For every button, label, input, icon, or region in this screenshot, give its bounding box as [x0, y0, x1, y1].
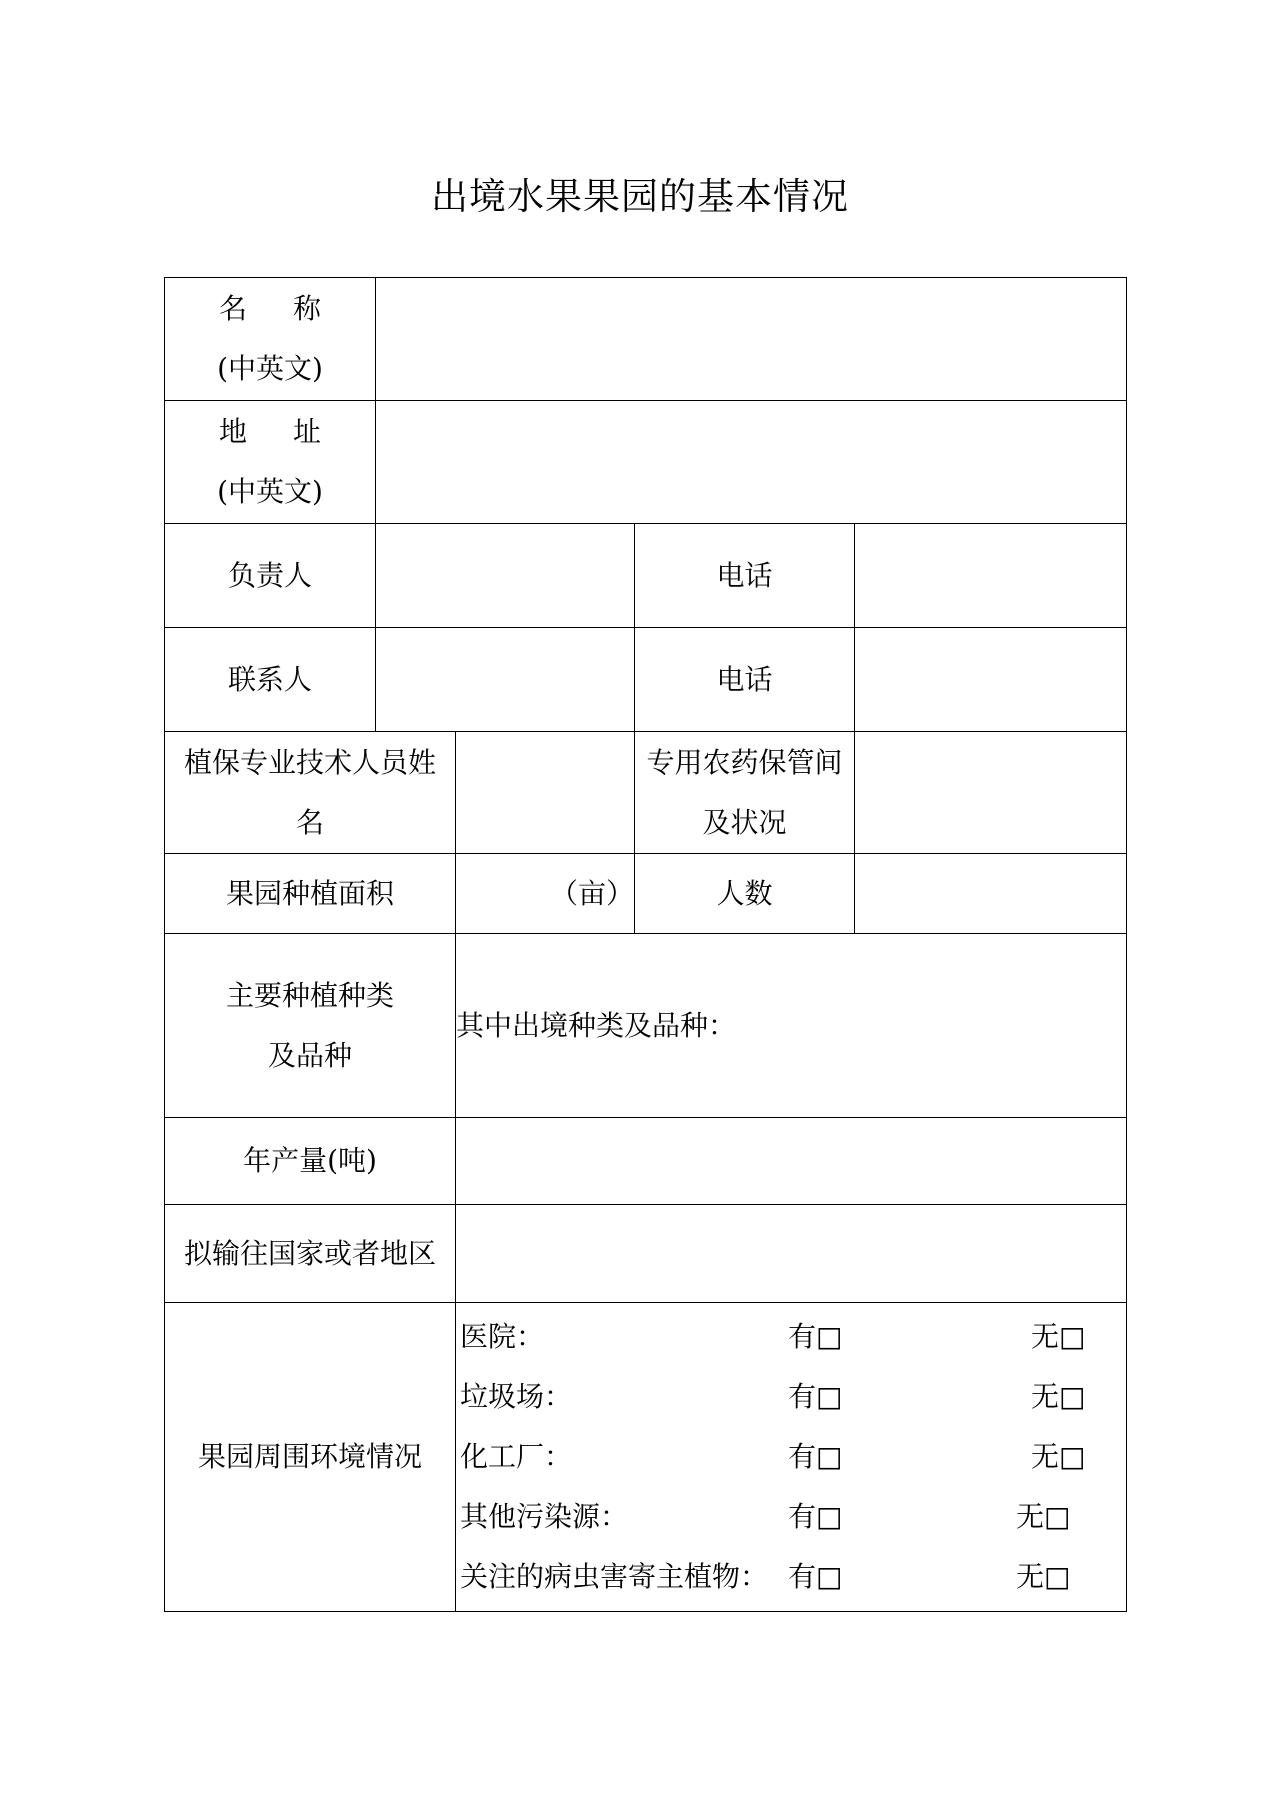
- row-responsible: [165, 524, 1127, 628]
- page-title: 出境水果果园的基本情况: [431, 175, 849, 218]
- output-field[interactable]: [456, 1118, 1127, 1205]
- environment-label: 果园周围环境情况: [165, 1303, 456, 1612]
- technician-label-line1: 植保专业技术人员姓: [183, 745, 436, 779]
- varieties-field[interactable]: [456, 934, 1127, 1118]
- env-no-checkbox[interactable]: 无□: [1031, 1320, 1086, 1353]
- env-yes-checkbox[interactable]: 有□: [788, 1500, 843, 1533]
- varieties-label-line1: 主要种植种类: [225, 978, 394, 1012]
- row-technician: [165, 732, 1127, 854]
- env-item-label: 其他污染源：: [460, 1500, 629, 1533]
- name-label-cell: [165, 278, 376, 401]
- people-label: 人数: [635, 854, 855, 934]
- varieties-label-cell: [165, 934, 456, 1118]
- storage-label-cell: [635, 732, 855, 854]
- env-item-hospital: [456, 1307, 1126, 1367]
- env-no-checkbox[interactable]: 无□: [1031, 1380, 1086, 1413]
- environment-field: [456, 1303, 1127, 1612]
- responsible-phone-field[interactable]: [855, 524, 1127, 628]
- storage-label-line2: 及状况: [702, 805, 787, 839]
- name-field[interactable]: [376, 278, 1127, 401]
- address-field[interactable]: [376, 401, 1127, 524]
- responsible-label: 负责人: [165, 524, 376, 628]
- responsible-field[interactable]: [376, 524, 635, 628]
- env-no-checkbox[interactable]: 无□: [1016, 1500, 1071, 1533]
- env-item-other-pollution: [456, 1487, 1126, 1547]
- responsible-phone-label: 电话: [635, 524, 855, 628]
- row-environment: [165, 1303, 1127, 1612]
- env-item-label: 医院：: [460, 1320, 545, 1353]
- technician-label-line2: 名: [295, 805, 324, 839]
- contact-phone-label: 电话: [635, 628, 855, 732]
- export-varieties-label: 其中出境种类及品种：: [456, 1008, 737, 1042]
- address-label-sub: (中英文): [217, 475, 323, 508]
- technician-field[interactable]: [456, 732, 635, 854]
- address-label-cell: [165, 401, 376, 524]
- address-label: 地 址: [218, 415, 322, 448]
- env-item-label: 关注的病虫害寄主植物：: [460, 1560, 769, 1593]
- env-no-checkbox[interactable]: 无□: [1016, 1560, 1071, 1593]
- technician-label-cell: [165, 732, 456, 854]
- env-item-label: 垃圾场：: [460, 1380, 573, 1413]
- env-yes-checkbox[interactable]: 有□: [788, 1320, 843, 1353]
- row-destination: [165, 1205, 1127, 1303]
- env-no-checkbox[interactable]: 无□: [1031, 1440, 1086, 1473]
- env-yes-checkbox[interactable]: 有□: [788, 1380, 843, 1413]
- row-area: [165, 854, 1127, 934]
- area-unit: （亩）: [549, 876, 634, 910]
- destination-label: 拟输往国家或者地区: [165, 1205, 456, 1303]
- storage-label-line1: 专用农药保管间: [646, 745, 843, 779]
- contact-label: 联系人: [165, 628, 376, 732]
- env-item-pest-host-plants: [456, 1547, 1126, 1607]
- storage-field[interactable]: [855, 732, 1127, 854]
- contact-field[interactable]: [376, 628, 635, 732]
- output-label: 年产量(吨): [165, 1118, 456, 1205]
- area-label: 果园种植面积: [165, 854, 456, 934]
- contact-phone-field[interactable]: [855, 628, 1127, 732]
- env-yes-checkbox[interactable]: 有□: [788, 1440, 843, 1473]
- row-name: [165, 278, 1127, 401]
- row-varieties: [165, 934, 1127, 1118]
- row-contact: [165, 628, 1127, 732]
- name-label: 名 称: [218, 292, 322, 325]
- destination-field[interactable]: [456, 1205, 1127, 1303]
- env-item-landfill: [456, 1367, 1126, 1427]
- varieties-label-line2: 及品种: [267, 1038, 352, 1072]
- env-yes-checkbox[interactable]: 有□: [788, 1560, 843, 1593]
- area-field[interactable]: [456, 854, 635, 934]
- env-item-label: 化工厂：: [460, 1440, 573, 1473]
- name-label-sub: (中英文): [217, 352, 323, 385]
- people-field[interactable]: [855, 854, 1127, 934]
- orchard-info-table: [164, 277, 1127, 1612]
- row-address: [165, 401, 1127, 524]
- env-item-chemical-plant: [456, 1427, 1126, 1487]
- row-output: [165, 1118, 1127, 1205]
